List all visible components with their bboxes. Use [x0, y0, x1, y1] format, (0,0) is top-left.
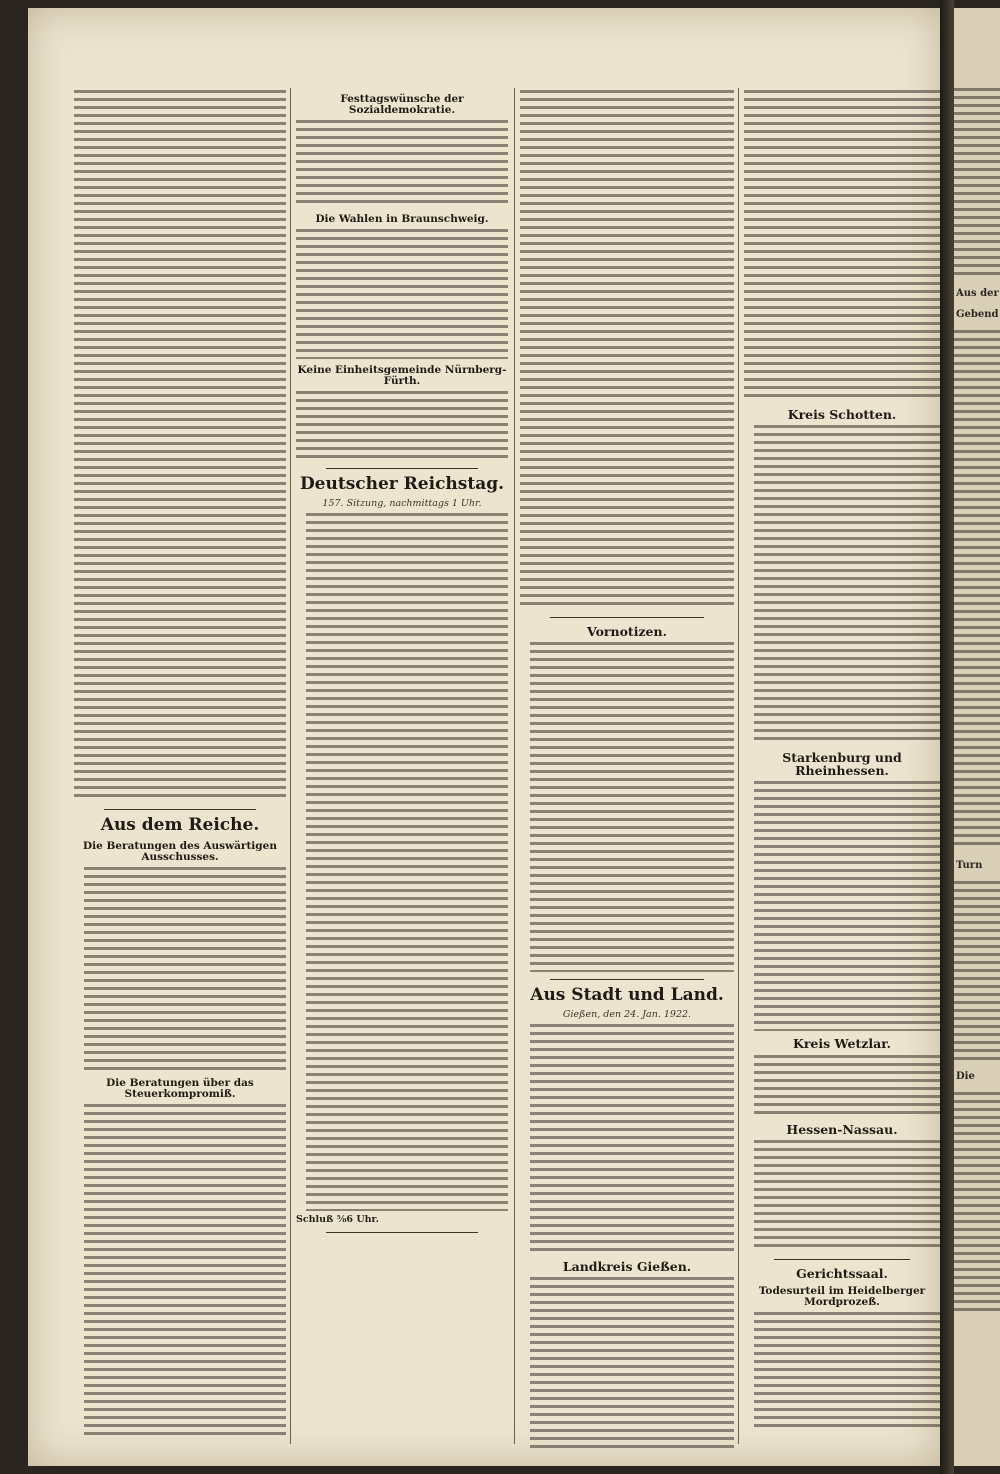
- body-text: [744, 90, 940, 402]
- article-heading: Die Beratungen des Auswärtigen Ausschusses.: [83, 839, 277, 863]
- body-text: [954, 88, 1000, 278]
- separator: [326, 1232, 478, 1233]
- heading-fragment: Aus der: [956, 288, 999, 299]
- article-heading: Die Beratungen über das Steuerkompromiß.: [106, 1076, 254, 1100]
- separator: [774, 1259, 910, 1260]
- article-heading: Todesurteil im Heidelberger Mordprozeß.: [758, 1284, 926, 1308]
- article-heading: Deutscher Reichstag.: [299, 474, 505, 495]
- separator: [550, 617, 704, 618]
- article-heading: Keine Einheitsgemeinde Nürnberg-Fürth.: [297, 364, 507, 388]
- body-text: [754, 1312, 940, 1432]
- article-heading: Die Wahlen in Braunschweig.: [315, 213, 489, 226]
- body-text: [84, 867, 286, 1072]
- section-heading: Aus Stadt und Land.: [530, 985, 724, 1006]
- body-text: [954, 881, 1000, 1061]
- column-2: [296, 88, 508, 1448]
- article-heading: Vornotizen.: [587, 624, 667, 639]
- body-text: [754, 781, 940, 1031]
- body-text: [306, 513, 508, 1211]
- next-page-edge: [954, 8, 1000, 1466]
- separator: [326, 468, 478, 469]
- sitting-line: 157. Sitzung, nachmittags 1 Uhr.: [322, 497, 482, 509]
- separator: [550, 979, 704, 980]
- section-heading: Gerichtssaal.: [796, 1265, 888, 1281]
- separator: [104, 809, 256, 810]
- page-spine: [940, 0, 954, 1474]
- body-text: [954, 330, 1000, 850]
- heading-fragment: Gebend: [956, 309, 999, 320]
- article-heading: Kreis Wetzlar.: [792, 1036, 892, 1052]
- body-text: [530, 1277, 734, 1448]
- article-heading: Kreis Schotten.: [787, 407, 897, 422]
- body-text: [530, 642, 734, 972]
- column-3: [520, 88, 734, 1448]
- body-text: [296, 391, 508, 461]
- newspaper-page: [28, 8, 940, 1466]
- column-rule: [738, 88, 739, 1444]
- dateline: Gießen, den 24. Jan. 1922.: [562, 1008, 692, 1020]
- column-4: [744, 88, 940, 1448]
- body-text: [954, 1092, 1000, 1312]
- body-text: [84, 1104, 286, 1436]
- article-heading: Festtagswünsche der Sozialdemokratie.: [340, 93, 464, 117]
- column-rule: [290, 88, 291, 1444]
- section-heading: Aus dem Reiche.: [100, 815, 260, 835]
- article-heading: Landkreis Gießen.: [562, 1258, 692, 1274]
- article-heading: Hessen-Nassau.: [786, 1121, 898, 1137]
- column-1: [74, 88, 286, 1448]
- article-heading: Starkenburg und Rheinhessen.: [782, 750, 902, 779]
- closing-line: Schluß ⅝6 Uhr.: [296, 1213, 379, 1225]
- body-text: [754, 1140, 940, 1252]
- body-text: [754, 1055, 940, 1117]
- heading-fragment: Die: [956, 1071, 975, 1082]
- body-text: [530, 1024, 734, 1254]
- heading-fragment: Turn: [956, 860, 983, 871]
- body-text: [74, 90, 286, 802]
- column-rule: [514, 88, 515, 1444]
- body-text: [296, 120, 508, 208]
- body-text: [754, 425, 940, 745]
- body-text: [520, 90, 734, 610]
- body-text: [296, 229, 508, 359]
